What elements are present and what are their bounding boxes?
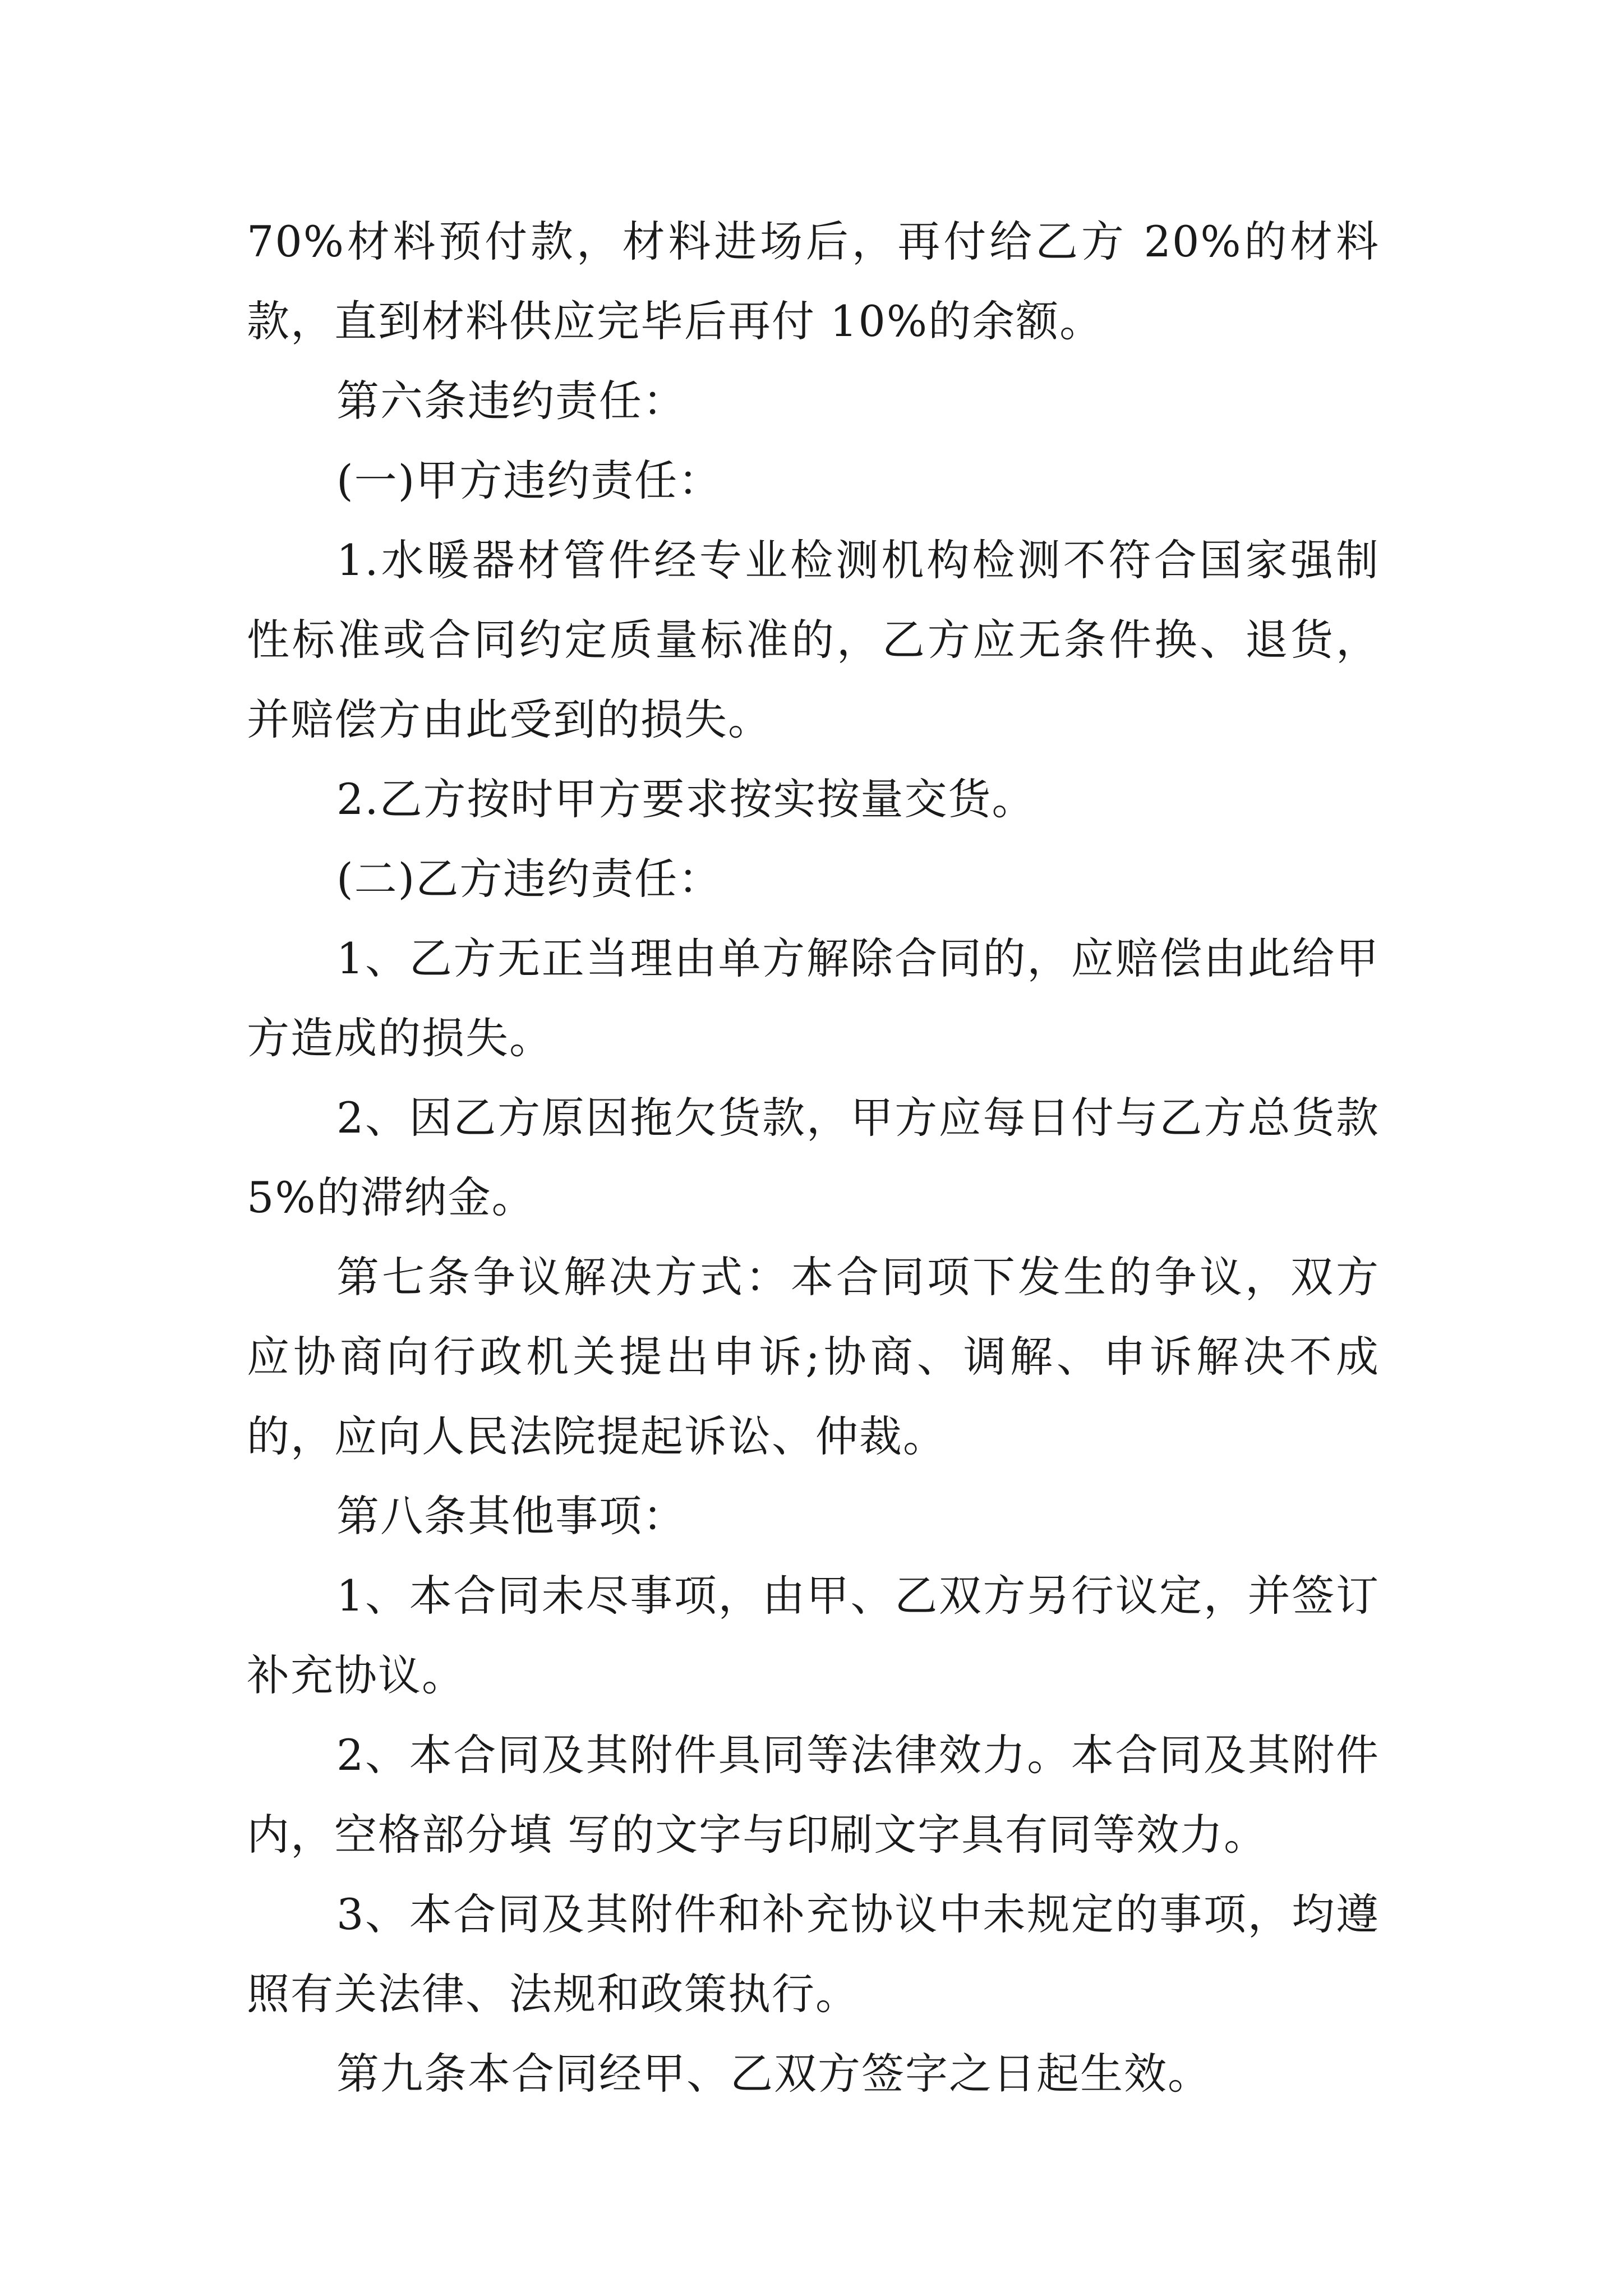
- paragraph-party-b-item-2: 2、因乙方原因拖欠货款，甲方应每日付与乙方总货款 5%的滞纳金。: [247, 1093, 1380, 1222]
- paragraph-other-item-2: 2、本合同及其附件具同等法律效力。本合同及其附件内，空格部分填 写的文字与印刷文字具有同等效力。: [247, 1730, 1380, 1860]
- heading-article-6-liability: 第六条违约责任：: [336, 376, 686, 426]
- paragraph-party-a-item-2: 2.乙方按时甲方要求按实按量交货。: [336, 774, 1036, 824]
- paragraph-payment-terms: 70%材料预付款，材料进场后，再付给乙方 20%的材料款，直到材料供应完毕后再付 10%的余额。: [247, 217, 1380, 346]
- paragraph-article-9-effective: 第九条本合同经甲、乙双方签字之日起生效。: [336, 2049, 1211, 2099]
- subheading-party-a-liability: (一)甲方违约责任：: [336, 455, 722, 505]
- document-body: [247, 202, 1380, 2114]
- paragraph-article-7-disputes: 第七条争议解决方式：本合同项下发生的争议，双方应协商向行政机关提出申诉;协商、调解、申诉解决不成的，应向人民法院提起诉讼、仲裁。: [247, 1252, 1380, 1461]
- paragraph-party-b-item-1: 1、乙方无正当理由单方解除合同的，应赔偿由此给甲方造成的损失。: [247, 933, 1380, 1063]
- subheading-party-b-liability: (二)乙方违约责任：: [336, 854, 722, 904]
- paragraph-party-a-item-1: 1.水暖器材管件经专业检测机构检测不符合国家强制性标准或合同约定质量标准的，乙方应无条件换、退货，并赔偿方由此受到的损失。: [247, 535, 1380, 744]
- heading-article-8-other-matters: 第八条其他事项：: [336, 1491, 686, 1541]
- paragraph-other-item-3: 3、本合同及其附件和补充协议中未规定的事项，均遵照有关法律、法规和政策执行。: [247, 1889, 1380, 2019]
- paragraph-other-item-1: 1、本合同未尽事项，由甲、乙双方另行议定，并签订补充协议。: [247, 1571, 1380, 1700]
